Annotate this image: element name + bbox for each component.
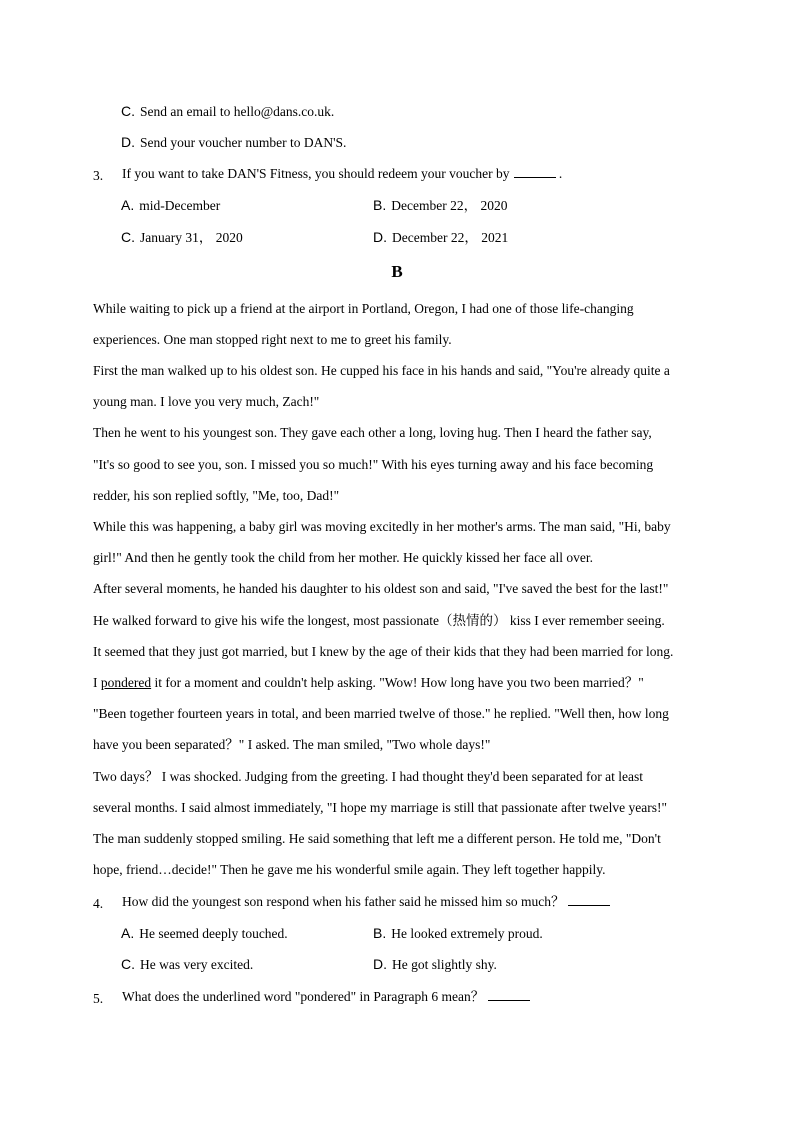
question-4-text: How did the youngest son respond when his father said he missed him so much？ [122, 893, 610, 910]
passage-line: It seemed that they just got married, but I knew by the age of their kids that they had been married for long. [93, 644, 674, 659]
question-3-option-b: B. December 22， 2020 [373, 197, 508, 213]
question-3-option-d: D. December 22， 2021 [373, 229, 509, 245]
answer-blank [488, 988, 530, 1001]
passage-line: have you been separated？" I asked. The man smiled, "Two whole days!" [93, 737, 491, 752]
question-5-number: 5. [93, 991, 104, 1006]
question-3-option-a: A. mid-December [121, 197, 221, 213]
passage-line: Two days？ I was shocked. Judging from the greeting. I had thought they'd been separated for at least [93, 769, 643, 784]
passage-line: girl!" And then he gently took the child from her mother. He quickly kissed her face all over. [93, 550, 594, 565]
question-3-number: 3. [93, 168, 104, 183]
prev-option-d: D. Send your voucher number to DAN'S. [121, 134, 347, 150]
prev-option-c: C. Send an email to hello@dans.co.uk. [121, 103, 335, 119]
passage-line: First the man walked up to his oldest son. He cupped his face in his hands and said, "You're already quite a [93, 363, 670, 378]
passage-line: He walked forward to give his wife the longest, most passionate（热情的） kiss I ever remember seeing. [93, 613, 665, 628]
question-4-option-c: C. He was very excited. [121, 956, 254, 972]
section-title: B [391, 262, 403, 281]
passage-line: several months. I said almost immediately, "I hope my marriage is still that passionate after twelve years!" [93, 800, 667, 815]
underlined-word: pondered [100, 675, 152, 690]
passage-line: While this was happening, a baby girl was moving excitedly in her mother's arms. The man said, "Hi, baby [93, 519, 671, 534]
question-4-option-b: B. He looked extremely proud. [373, 925, 543, 941]
passage-line-pondered: I pondered it for a moment and couldn't help asking. "Wow! How long have you two been married？" [93, 675, 644, 690]
question-3-text: If you want to take DAN'S Fitness, you should redeem your voucher by . [122, 166, 563, 181]
passage-line: Then he went to his youngest son. They gave each other a long, loving hug. Then I heard the father say, [93, 425, 652, 440]
passage-line: redder, his son replied softly, "Me, too, Dad!" [93, 488, 340, 503]
question-4-number: 4. [93, 896, 104, 911]
question-5-text: What does the underlined word "pondered" in Paragraph 6 mean？ [122, 988, 530, 1005]
passage-line: "Been together fourteen years in total, and been married twelve of those." he replied. "Well then, how long [93, 706, 669, 721]
question-3-option-c: C. January 31， 2020 [121, 229, 243, 245]
answer-blank [568, 893, 610, 906]
question-4-option-d: D. He got slightly shy. [373, 956, 497, 972]
passage-line: The man suddenly stopped smiling. He said something that left me a different person. He told me, "Don't [93, 831, 661, 846]
passage-line: hope, friend…decide!" Then he gave me his wonderful smile again. They left together happily. [93, 862, 606, 877]
answer-blank [514, 165, 556, 178]
passage-line: young man. I love you very much, Zach!" [93, 394, 320, 409]
passage-line: "It's so good to see you, son. I missed you so much!" With his eyes turning away and his face becoming [93, 457, 654, 472]
question-4-option-a: A. He seemed deeply touched. [121, 925, 288, 941]
passage-line: After several moments, he handed his daughter to his oldest son and said, "I've saved the best for the last!" [93, 581, 669, 596]
passage-line: While waiting to pick up a friend at the airport in Portland, Oregon, I had one of those life-changing [93, 301, 634, 316]
passage-line: experiences. One man stopped right next to me to greet his family. [93, 332, 452, 347]
